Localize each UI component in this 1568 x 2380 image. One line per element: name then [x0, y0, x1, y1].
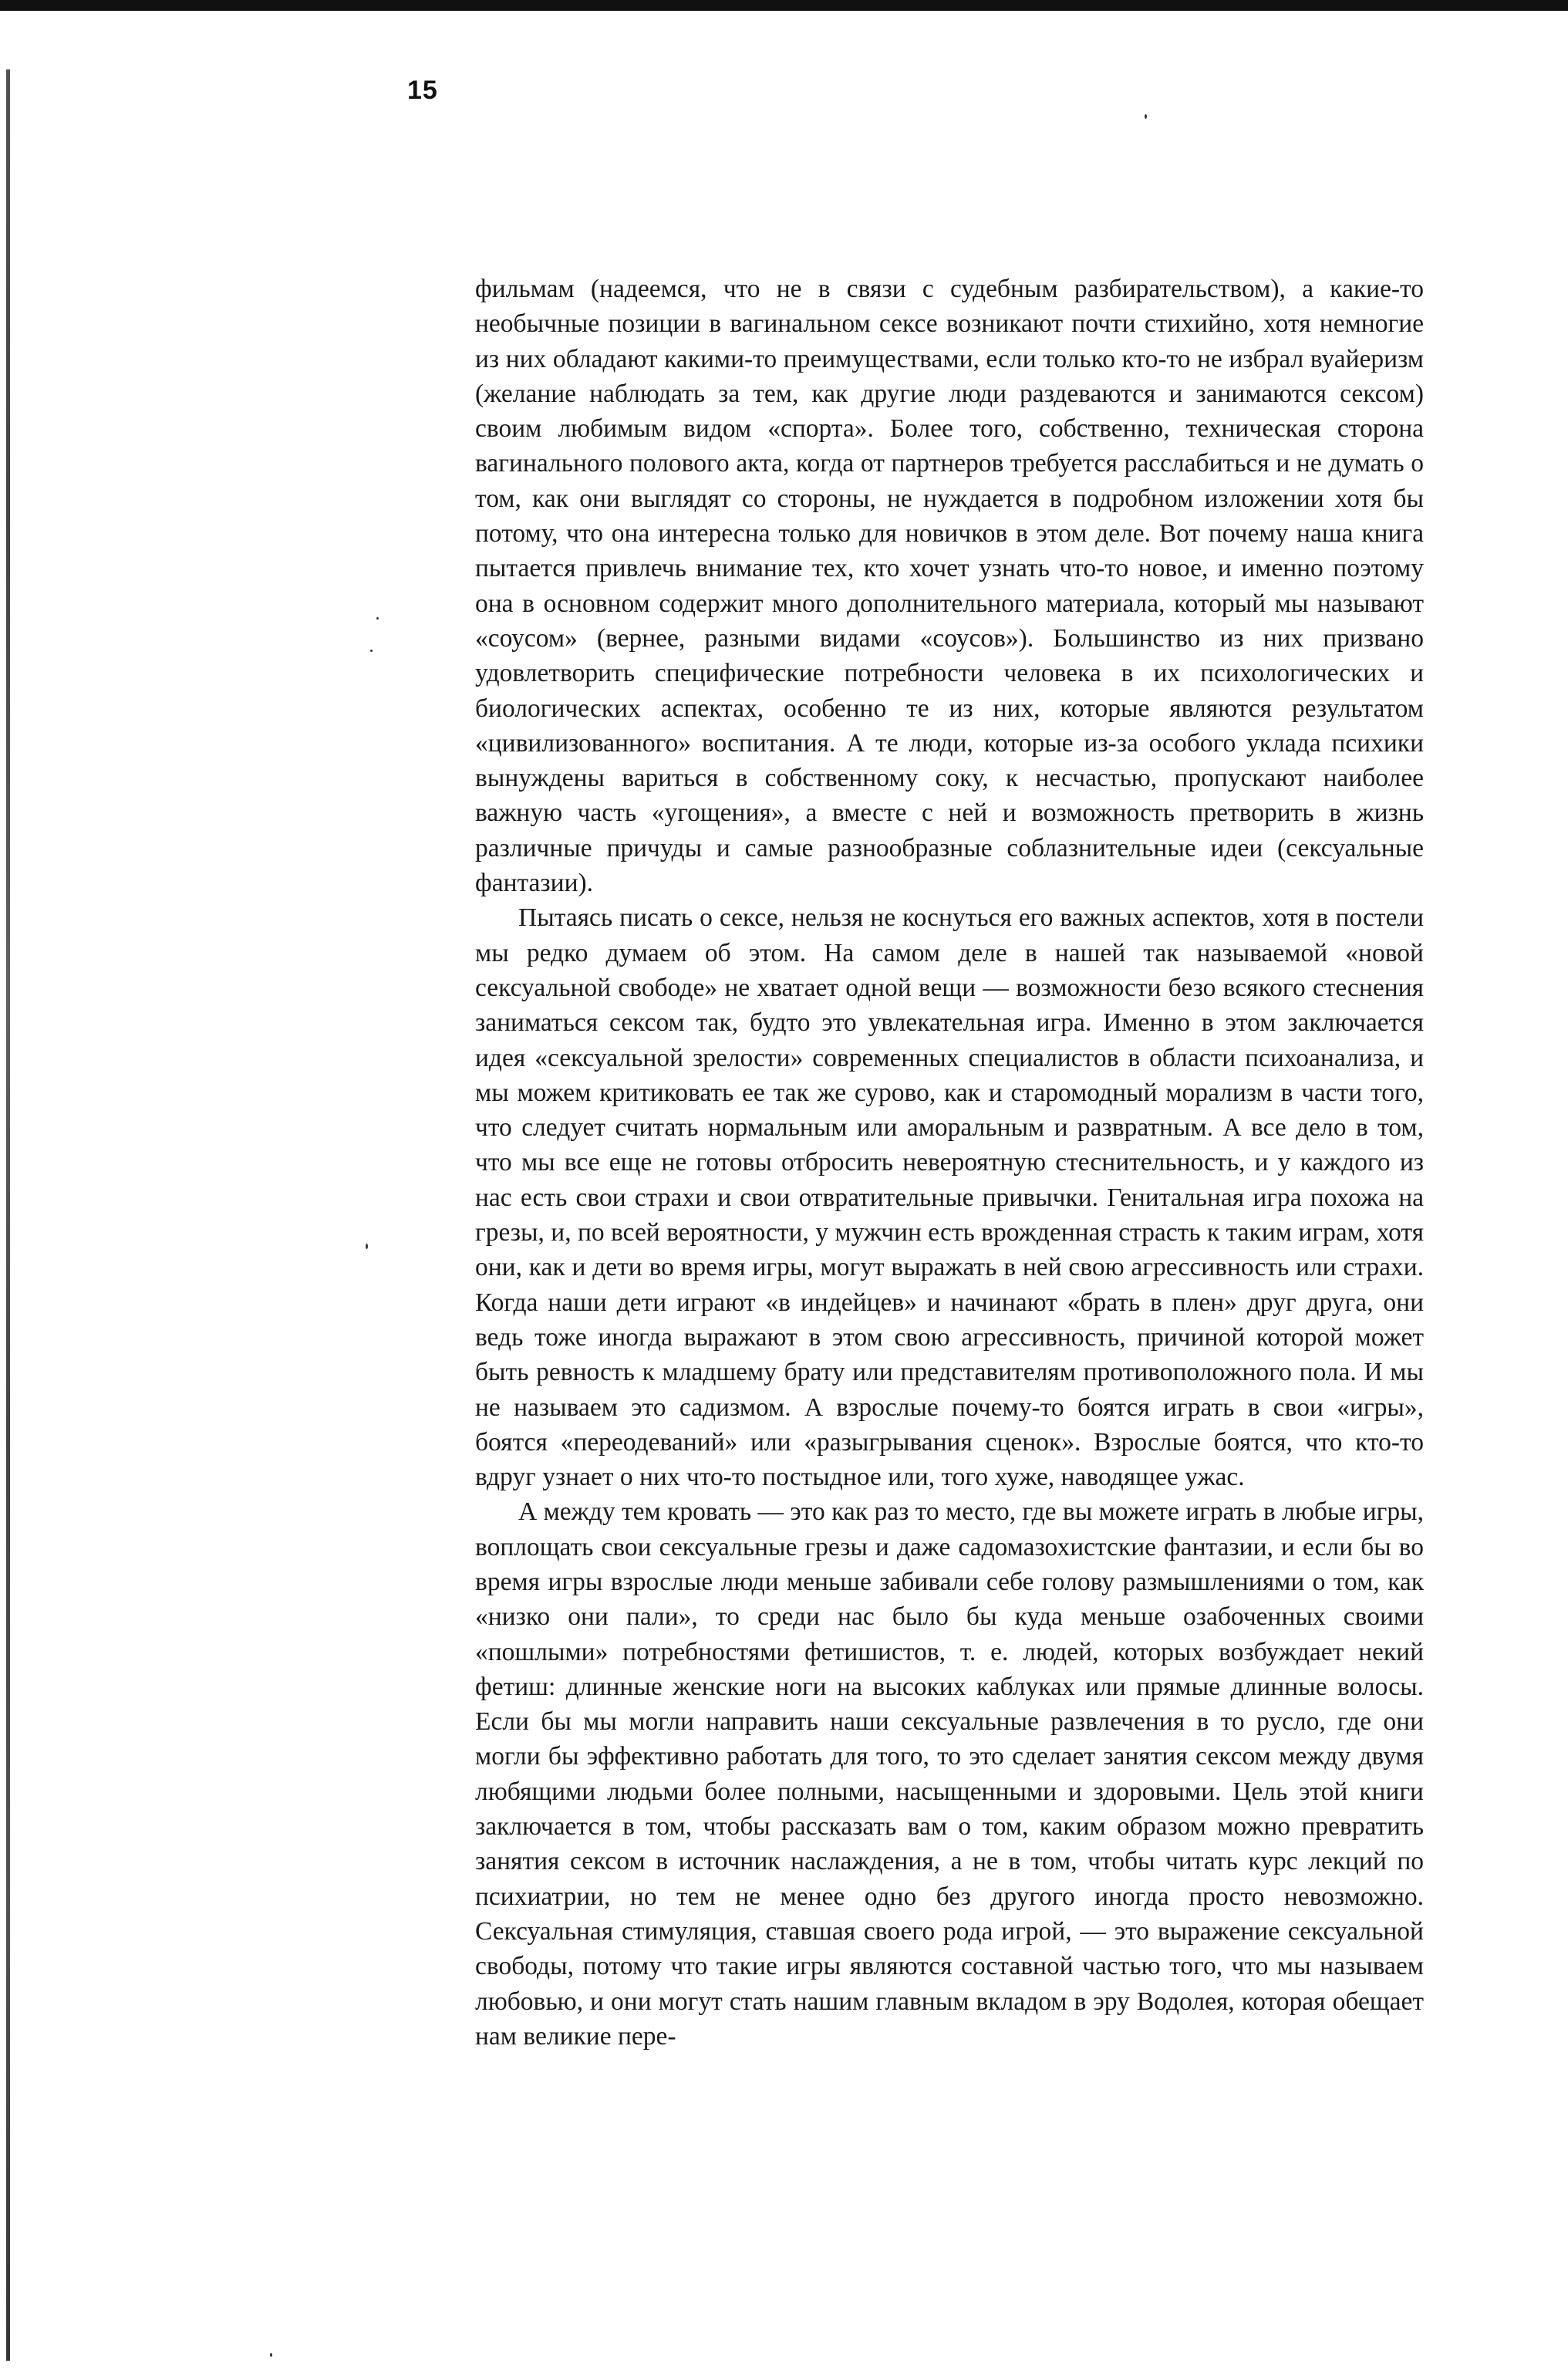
scan-speck [270, 2353, 272, 2357]
scan-speck [1145, 114, 1147, 119]
paragraph-2: Пытаясь писать о сексе, нельзя не коснуться его важных аспектов, хотя в постели мы редко думаем об этом. На самом деле в нашей так называемой «новой сексуальной свободе» не хватает одной вещи — возможности безо всякого стеснения заниматься сексом так, будто это увлекательная игра. Именно в этом заключается идея «сексуальной зрелости» современных специалистов в области психоанализа, и мы можем критиковать ее так же сурово, как и старомодный морализм в части того, что следует считать нормальным или аморальным и развратным. А все дело в том, что мы все еще не готовы отбросить невероятную стеснительность, и у каждого из нас есть свои страхи и свои отвратительные привычки. Генитальная игра похожа на грезы, и, по всей вероятности, у мужчин есть врожденная страсть к таким играм, хотя они, как и дети во время игры, могут выражать в ней свою агрессивность или страхи. Когда наши дети играют «в индейцев» и начинают «брать в плен» друг друга, они ведь тоже иногда выражают в этом свою агрессивность, причиной которой может быть ревность к младшему брату или представителям противоположного пола. И мы не называем это садизмом. А взрослые почему-то боятся играть в свои «игры», боятся «переодеваний» или «разыгрывания сценок». Взрослые боятся, что кто-то вдруг узнает о них что-то постыдное или, того хуже, наводящее ужас. [475, 903, 1424, 1492]
paragraph-3: А между тем кровать — это как раз то место, где вы можете играть в любые игры, воплощать свои сексуальные грезы и даже садомазохистские фантазии, и если бы во время игры взрослые люди меньше забивали себе голову размышлениями о том, как «низко они пали», то среди нас было бы куда меньше озабоченных своими «пошлыми» потребностями фетишистов, т. е. людей, которых возбуждает некий фетиш: длинные женские ноги на высоких каблуках или прямые длинные волосы. Если бы мы могли направить наши сексуальные развлечения в то русло, где они могли бы эффективно работать для того, то это сделает занятия сексом между двумя любящими людьми более полными, насыщенными и здоровыми. Цель этой книги заключается в том, чтобы рассказать вам о том, каким образом можно превратить занятия сексом в источник наслаждения, а не в том, чтобы читать курс лекций по психиатрии, но тем не менее одно без другого иногда просто невозможно. Сексуальная стимуляция, ставшая своего рода игрой, — это выражение сексуальной свободы, потому что такие игры являются составной частью того, что мы называем любовью, и они могут стать нашим главным вкладом в эру Водолея, которая обещает нам великие пере- [475, 1497, 1424, 2051]
scan-speck [376, 617, 379, 619]
scan-left-edge [6, 69, 10, 2361]
scan-speck [366, 1244, 368, 1249]
paragraph-1: фильмам (надеемся, что не в связи с судебным разбирательством), а какие-то необычные позиции в вагинальном сексе возникают почти стихийно, хотя немногие из них обладают какими-то преимуществами, если только кто-то не избрал вуайеризм (желание наблюдать за тем, как другие люди раздеваются и занимаются сексом) своим любимым видом «спорта». Более того, собственно, техническая сторона вагинального полового акта, когда от партнеров требуется расслабиться и не думать о том, как они выглядят со стороны, не нуждается в подробном изложении хотя бы потому, что она интересна только для новичков в этом деле. Вот почему наша книга пытается привлечь внимание тех, кто хочет узнать что-то новое, и именно поэтому она в основном содержит много дополнительного материала, который мы называют «соусом» (вернее, разными видами «соусов»). Большинство из них призвано удовлетворить специфические потребности человека в их психологических и биологических аспектах, особенно те из них, которые являются результатом «цивилизованного» воспитания. А те люди, которые из-за особого уклада психики вынуждены вариться в собственному соку, к несчастью, пропускают наиболее важную часть «угощения», а вместе с ней и возможность претворить в жизнь различные причуды и самые разнообразные соблазнительные идеи (сексуальные фантазии). [475, 275, 1424, 898]
scan-top-border [0, 0, 1568, 11]
body-text [475, 272, 1424, 2054]
page-number: 15 [407, 76, 438, 105]
scan-speck [370, 650, 373, 652]
